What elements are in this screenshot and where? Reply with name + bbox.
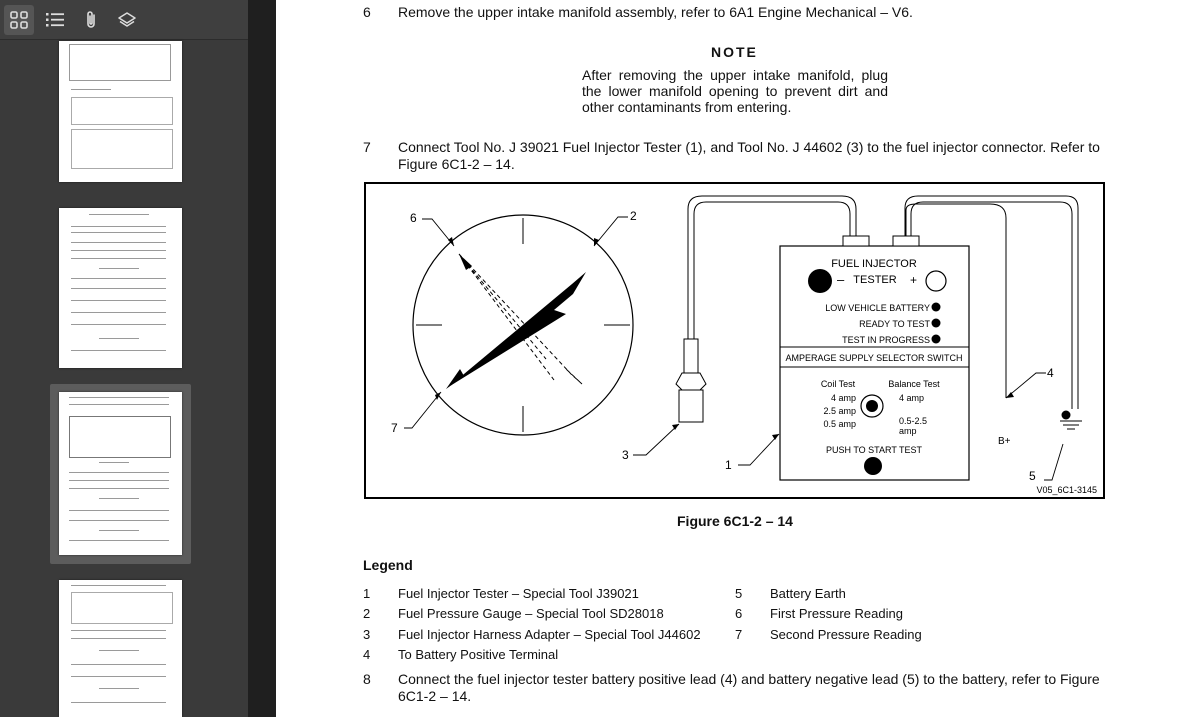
legend-item: Fuel Injector Tester – Special Tool J39021 [398, 586, 639, 601]
svg-text:READY TO TEST: READY TO TEST [859, 319, 930, 329]
callout-3: 3 [622, 448, 629, 462]
layers-view-button[interactable] [112, 5, 142, 35]
svg-text:Coil Test: Coil Test [820, 379, 856, 389]
svg-text:TEST IN PROGRESS: TEST IN PROGRESS [842, 335, 930, 345]
callout-6: 6 [410, 211, 417, 225]
legend-item: Battery Earth [770, 586, 846, 601]
list-icon [45, 11, 65, 29]
step-number: 6 [363, 4, 371, 20]
svg-text:4 amp: 4 amp [830, 393, 856, 403]
svg-text:TESTER: TESTER [853, 274, 897, 286]
svg-text:Balance Test: Balance Test [888, 379, 940, 389]
legend-item: Second Pressure Reading [770, 627, 922, 642]
pressure-gauge [413, 215, 633, 435]
legend-item: Fuel Pressure Gauge – Special Tool SD28018 [398, 606, 664, 621]
outline-view-button[interactable] [40, 5, 70, 35]
legend-number: 1 [363, 586, 371, 601]
figure-diagram [364, 182, 1105, 499]
legend-number: 5 [735, 586, 743, 601]
step-text: Connect the fuel injector tester battery positive lead (4) and battery negative lead (5) to the battery, refer to Figure 6C1-2 – 14. [398, 671, 1100, 704]
legend-item: Fuel Injector Harness Adapter – Special Tool J44602 [398, 627, 701, 642]
callout-7: 7 [391, 421, 398, 435]
attachments-view-button[interactable] [76, 5, 106, 35]
svg-text:0.5 amp: 0.5 amp [823, 419, 856, 429]
svg-text:+: + [910, 273, 918, 287]
battery-positive-label: B+ [998, 436, 1011, 447]
page-thumbnail[interactable] [59, 580, 182, 717]
legend-number: 6 [735, 606, 743, 621]
svg-text:PUSH TO START TEST: PUSH TO START TEST [825, 445, 923, 455]
document-page [276, 0, 1187, 717]
figure-reference: V05_6C1-3145 [1036, 485, 1097, 495]
svg-text:4 amp: 4 amp [899, 393, 925, 403]
legend-title: Legend [363, 557, 413, 573]
legend-number: 4 [363, 647, 371, 662]
step-text: Remove the upper intake manifold assembly, refer to 6A1 Engine Mechanical – V6. [398, 4, 913, 20]
step-text: Connect Tool No. J 39021 Fuel Injector Tester (1), and Tool No. J 44602 (3) to the fuel injector connector. Refer to Figure 6C1-2 – 14. [398, 139, 1100, 172]
callout-1: 1 [725, 458, 732, 472]
page-thumbnail[interactable] [59, 208, 182, 368]
svg-text:FUEL INJECTOR: FUEL INJECTOR [831, 258, 917, 270]
callout-2: 2 [630, 209, 637, 223]
legend-item: First Pressure Reading [770, 606, 903, 621]
step-number: 7 [363, 139, 371, 155]
grid-icon [10, 11, 28, 29]
legend-number: 2 [363, 606, 371, 621]
svg-text:amp: amp [899, 426, 917, 436]
svg-text:AMPERAGE SUPPLY SELECTOR SWITC: AMPERAGE SUPPLY SELECTOR SWITCH [785, 353, 963, 363]
sidebar-toolbar [0, 0, 248, 40]
layers-icon [117, 11, 137, 29]
svg-text:LOW VEHICLE BATTERY: LOW VEHICLE BATTERY [825, 303, 930, 313]
svg-text:2.5 amp: 2.5 amp [823, 406, 856, 416]
callout-5: 5 [1029, 469, 1036, 483]
fuel-injector-tester [780, 236, 969, 480]
svg-text:–: – [837, 272, 845, 287]
figure-caption: Figure 6C1-2 – 14 [677, 513, 793, 529]
callout-4: 4 [1047, 366, 1054, 380]
fuel-injector-test-diagram [366, 184, 1103, 497]
step-number: 8 [363, 671, 371, 687]
thumbnail-sidebar [0, 0, 248, 717]
viewer-gutter [248, 0, 276, 717]
note-title: NOTE [711, 44, 758, 60]
legend-item: To Battery Positive Terminal [398, 647, 559, 662]
page-thumbnail-current[interactable] [59, 392, 182, 555]
thumbnails-view-button[interactable] [4, 5, 34, 35]
svg-text:0.5-2.5: 0.5-2.5 [899, 416, 928, 426]
note-text: After removing the upper intake manifold, plug the lower manifold opening to prevent dirt and other contaminants from entering. [582, 67, 888, 115]
page-thumbnail[interactable] [59, 41, 182, 182]
legend-number: 7 [735, 627, 743, 642]
paperclip-icon [83, 10, 99, 30]
legend-number: 3 [363, 627, 371, 642]
